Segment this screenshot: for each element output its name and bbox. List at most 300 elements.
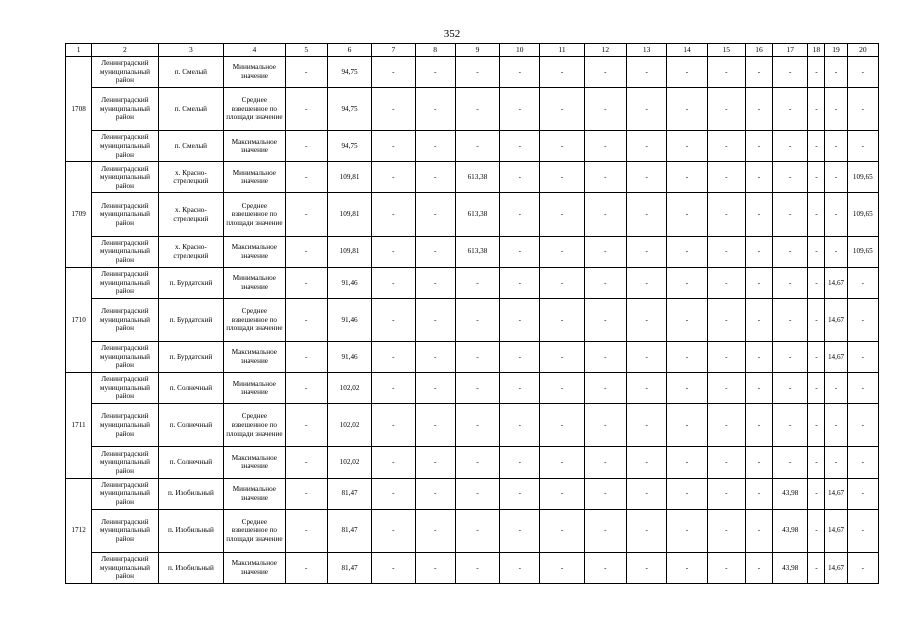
value-cell: - [415, 298, 455, 341]
value-cell: - [500, 404, 540, 447]
table-row [66, 236, 879, 267]
value-cell: - [584, 131, 626, 162]
value-cell: - [627, 193, 667, 236]
value-cell: - [808, 373, 825, 404]
value-cell: 94,75 [327, 131, 371, 162]
value-cell: - [415, 478, 455, 509]
value-cell: - [808, 162, 825, 193]
value-cell: - [627, 404, 667, 447]
value-cell: - [667, 298, 707, 341]
column-header: 14 [667, 44, 707, 57]
column-header: 5 [285, 44, 327, 57]
value-cell: 613,38 [455, 236, 499, 267]
table-row [66, 373, 879, 404]
value-cell: - [808, 267, 825, 298]
value-cell: - [627, 131, 667, 162]
value-type-cell: Минимальное значение [224, 162, 285, 193]
value-cell: 613,38 [455, 193, 499, 236]
value-cell: - [847, 88, 878, 131]
value-cell: - [773, 298, 808, 341]
value-cell: - [825, 57, 847, 88]
value-cell: - [540, 478, 584, 509]
value-cell: - [667, 236, 707, 267]
column-header: 17 [773, 44, 808, 57]
column-header: 15 [707, 44, 745, 57]
value-type-cell: Среднее взвешенное по площади значение [224, 509, 285, 552]
value-cell: - [285, 267, 327, 298]
value-cell: - [285, 236, 327, 267]
value-cell: - [667, 162, 707, 193]
value-cell: - [540, 193, 584, 236]
value-cell: - [500, 552, 540, 583]
value-cell: - [847, 478, 878, 509]
value-cell: - [540, 447, 584, 478]
value-cell: - [745, 509, 772, 552]
value-cell: - [627, 447, 667, 478]
value-cell: 102,02 [327, 373, 371, 404]
value-cell: - [540, 404, 584, 447]
value-cell: - [808, 88, 825, 131]
settlement-cell: п. Изобильный [158, 509, 223, 552]
table-row [66, 131, 879, 162]
value-cell: - [808, 342, 825, 373]
value-cell: - [745, 57, 772, 88]
district-cell: Ленинградский муниципальный район [92, 267, 158, 298]
value-cell: - [745, 162, 772, 193]
column-header: 19 [825, 44, 847, 57]
settlement-cell: п. Бурдатский [158, 298, 223, 341]
district-cell: Ленинградский муниципальный район [92, 131, 158, 162]
column-header: 3 [158, 44, 223, 57]
value-cell: - [667, 57, 707, 88]
value-cell: - [667, 373, 707, 404]
column-header: 11 [540, 44, 584, 57]
settlement-cell: п. Смелый [158, 131, 223, 162]
value-cell: - [540, 236, 584, 267]
value-cell: 91,46 [327, 267, 371, 298]
value-cell: - [285, 162, 327, 193]
value-cell: - [667, 552, 707, 583]
value-cell: - [667, 342, 707, 373]
value-cell: 102,02 [327, 447, 371, 478]
value-cell: - [825, 404, 847, 447]
value-cell: - [667, 447, 707, 478]
value-cell: 109,81 [327, 236, 371, 267]
value-cell: - [773, 57, 808, 88]
value-type-cell: Минимальное значение [224, 373, 285, 404]
value-cell: - [415, 447, 455, 478]
value-cell: - [415, 88, 455, 131]
value-cell: - [455, 298, 499, 341]
district-cell: Ленинградский муниципальный район [92, 162, 158, 193]
column-header: 10 [500, 44, 540, 57]
table-row [66, 267, 879, 298]
value-cell: - [415, 342, 455, 373]
value-cell: - [707, 447, 745, 478]
value-cell: - [825, 373, 847, 404]
value-cell: - [627, 298, 667, 341]
value-cell: - [540, 342, 584, 373]
value-cell: - [745, 88, 772, 131]
value-type-cell: Максимальное значение [224, 447, 285, 478]
value-cell: - [745, 478, 772, 509]
value-cell: - [825, 236, 847, 267]
value-cell: - [415, 404, 455, 447]
value-cell: - [745, 552, 772, 583]
value-cell: - [825, 447, 847, 478]
value-cell: - [825, 193, 847, 236]
settlement-cell: п. Изобильный [158, 478, 223, 509]
value-cell: - [667, 88, 707, 131]
table-row [66, 478, 879, 509]
value-cell: - [285, 57, 327, 88]
value-cell: 91,46 [327, 298, 371, 341]
value-type-cell: Среднее взвешенное по площади значение [224, 404, 285, 447]
page-number: 352 [443, 28, 461, 40]
value-cell: - [707, 478, 745, 509]
value-cell: - [584, 552, 626, 583]
value-type-cell: Максимальное значение [224, 552, 285, 583]
value-cell: 81,47 [327, 478, 371, 509]
district-cell: Ленинградский муниципальный район [92, 236, 158, 267]
value-cell: - [285, 478, 327, 509]
value-cell: - [745, 373, 772, 404]
value-cell: - [500, 193, 540, 236]
value-cell: - [773, 88, 808, 131]
value-cell: - [627, 267, 667, 298]
value-cell: - [773, 267, 808, 298]
value-cell: - [372, 373, 415, 404]
value-cell: - [584, 509, 626, 552]
value-cell: - [500, 373, 540, 404]
value-cell: - [455, 267, 499, 298]
value-cell: 91,46 [327, 342, 371, 373]
table-row [66, 57, 879, 88]
value-cell: - [372, 131, 415, 162]
value-cell: - [415, 552, 455, 583]
value-cell: - [707, 57, 745, 88]
value-cell: - [540, 373, 584, 404]
value-cell: - [285, 404, 327, 447]
value-cell: - [745, 131, 772, 162]
value-cell: - [415, 373, 455, 404]
settlement-cell: п. Бурдатский [158, 342, 223, 373]
value-cell: - [584, 193, 626, 236]
value-cell: 81,47 [327, 552, 371, 583]
value-cell: - [847, 447, 878, 478]
value-cell: - [372, 478, 415, 509]
district-cell: Ленинградский муниципальный район [92, 298, 158, 341]
column-header: 16 [745, 44, 772, 57]
value-cell: - [500, 88, 540, 131]
value-cell: - [627, 88, 667, 131]
value-cell: - [372, 298, 415, 341]
value-cell: - [847, 267, 878, 298]
value-cell: - [584, 236, 626, 267]
district-cell: Ленинградский муниципальный район [92, 447, 158, 478]
value-cell: - [825, 162, 847, 193]
district-cell: Ленинградский муниципальный район [92, 509, 158, 552]
value-cell: - [825, 88, 847, 131]
value-cell: - [372, 57, 415, 88]
value-cell: - [415, 131, 455, 162]
value-cell: - [500, 447, 540, 478]
value-cell: - [667, 478, 707, 509]
value-cell: - [540, 267, 584, 298]
value-cell: - [285, 88, 327, 131]
value-cell: - [745, 342, 772, 373]
value-cell: - [285, 298, 327, 341]
value-cell: - [285, 193, 327, 236]
value-cell: - [372, 88, 415, 131]
settlement-cell: п. Бурдатский [158, 267, 223, 298]
district-cell: Ленинградский муниципальный район [92, 373, 158, 404]
value-cell: - [372, 193, 415, 236]
value-cell: - [500, 236, 540, 267]
value-cell: - [707, 162, 745, 193]
value-cell: - [372, 447, 415, 478]
table-row [66, 298, 879, 341]
value-cell: - [584, 88, 626, 131]
value-cell: - [372, 509, 415, 552]
district-cell: Ленинградский муниципальный район [92, 193, 158, 236]
value-cell: - [707, 373, 745, 404]
value-cell: - [707, 267, 745, 298]
value-cell: - [584, 298, 626, 341]
value-cell: 81,47 [327, 509, 371, 552]
value-cell: - [707, 509, 745, 552]
column-header: 7 [372, 44, 415, 57]
value-cell: - [808, 236, 825, 267]
value-cell: 613,38 [455, 162, 499, 193]
table-body [66, 57, 879, 584]
value-cell: - [667, 267, 707, 298]
value-cell: - [745, 298, 772, 341]
value-cell: - [285, 509, 327, 552]
value-cell: - [500, 509, 540, 552]
table-row [66, 193, 879, 236]
value-cell: - [745, 236, 772, 267]
value-cell: - [847, 342, 878, 373]
value-cell: - [847, 298, 878, 341]
value-type-cell: Максимальное значение [224, 236, 285, 267]
value-cell: - [627, 236, 667, 267]
value-cell: - [707, 131, 745, 162]
value-cell: - [808, 298, 825, 341]
value-cell: 102,02 [327, 404, 371, 447]
value-cell: - [415, 509, 455, 552]
settlement-cell: х. Красно-стрелецкий [158, 193, 223, 236]
settlement-cell: х. Красно-стрелецкий [158, 162, 223, 193]
value-cell: - [372, 236, 415, 267]
value-type-cell: Минимальное значение [224, 57, 285, 88]
value-cell: - [455, 509, 499, 552]
settlement-cell: п. Солнечный [158, 447, 223, 478]
value-cell: - [773, 236, 808, 267]
value-cell: - [372, 552, 415, 583]
column-header: 2 [92, 44, 158, 57]
table-row [66, 509, 879, 552]
value-cell: - [667, 131, 707, 162]
value-cell: - [627, 162, 667, 193]
value-cell: - [667, 509, 707, 552]
value-cell: - [372, 404, 415, 447]
value-cell: - [627, 552, 667, 583]
value-cell: - [285, 342, 327, 373]
value-cell: - [773, 447, 808, 478]
value-cell: - [415, 57, 455, 88]
value-cell: 109,81 [327, 162, 371, 193]
value-cell: - [773, 131, 808, 162]
value-cell: - [415, 162, 455, 193]
settlement-cell: п. Изобильный [158, 552, 223, 583]
value-type-cell: Максимальное значение [224, 131, 285, 162]
value-cell: - [540, 552, 584, 583]
value-cell: - [584, 404, 626, 447]
column-header: 18 [808, 44, 825, 57]
value-type-cell: Минимальное значение [224, 267, 285, 298]
value-cell: - [500, 267, 540, 298]
value-cell: - [667, 404, 707, 447]
header-row [66, 44, 879, 57]
column-header: 9 [455, 44, 499, 57]
settlement-cell: п. Смелый [158, 88, 223, 131]
value-cell: 109,81 [327, 193, 371, 236]
value-cell: 43,98 [773, 478, 808, 509]
column-header: 6 [327, 44, 371, 57]
value-cell: - [707, 236, 745, 267]
value-cell: - [540, 162, 584, 193]
district-cell: Ленинградский муниципальный район [92, 552, 158, 583]
value-cell: - [808, 552, 825, 583]
settlement-cell: х. Красно-стрелецкий [158, 236, 223, 267]
value-cell: - [584, 478, 626, 509]
value-cell: - [584, 342, 626, 373]
value-cell: - [773, 342, 808, 373]
value-cell: 14,67 [825, 298, 847, 341]
value-cell: - [745, 193, 772, 236]
table-row [66, 88, 879, 131]
table-row [66, 162, 879, 193]
value-cell: 94,75 [327, 88, 371, 131]
value-cell: - [627, 478, 667, 509]
value-cell: - [540, 131, 584, 162]
value-cell: - [415, 236, 455, 267]
value-cell: 14,67 [825, 267, 847, 298]
column-header: 12 [584, 44, 626, 57]
row-id-cell: 1712 [66, 478, 92, 584]
value-cell: - [825, 131, 847, 162]
value-cell: - [500, 298, 540, 341]
value-cell: - [285, 373, 327, 404]
value-cell: - [500, 342, 540, 373]
value-cell: - [285, 447, 327, 478]
value-cell: 14,67 [825, 478, 847, 509]
district-cell: Ленинградский муниципальный район [92, 404, 158, 447]
data-table [65, 43, 879, 584]
value-cell: 43,98 [773, 509, 808, 552]
value-cell: - [808, 193, 825, 236]
value-cell: - [455, 131, 499, 162]
value-cell: 14,67 [825, 509, 847, 552]
value-cell: - [847, 509, 878, 552]
settlement-cell: п. Смелый [158, 57, 223, 88]
value-cell: 109,65 [847, 162, 878, 193]
row-id-cell: 1710 [66, 267, 92, 372]
value-cell: - [500, 131, 540, 162]
value-cell: - [584, 447, 626, 478]
value-cell: - [745, 404, 772, 447]
value-cell: - [500, 162, 540, 193]
value-cell: - [707, 193, 745, 236]
value-cell: - [847, 552, 878, 583]
column-header: 20 [847, 44, 878, 57]
value-cell: - [707, 342, 745, 373]
value-cell: - [584, 162, 626, 193]
table-row [66, 447, 879, 478]
value-cell: - [584, 57, 626, 88]
value-cell: - [285, 131, 327, 162]
value-cell: - [847, 373, 878, 404]
value-cell: - [584, 267, 626, 298]
column-header: 8 [415, 44, 455, 57]
value-cell: - [540, 88, 584, 131]
value-cell: - [773, 162, 808, 193]
value-cell: 94,75 [327, 57, 371, 88]
value-cell: - [745, 267, 772, 298]
value-type-cell: Среднее взвешенное по площади значение [224, 298, 285, 341]
value-cell: - [584, 373, 626, 404]
value-cell: - [455, 552, 499, 583]
table-row [66, 404, 879, 447]
value-cell: - [627, 509, 667, 552]
value-type-cell: Среднее взвешенное по площади значение [224, 88, 285, 131]
value-cell: 14,67 [825, 552, 847, 583]
settlement-cell: п. Солнечный [158, 373, 223, 404]
column-header: 13 [627, 44, 667, 57]
value-cell: - [455, 478, 499, 509]
value-cell: - [540, 57, 584, 88]
value-cell: - [707, 88, 745, 131]
value-cell: - [667, 193, 707, 236]
row-id-cell: 1709 [66, 162, 92, 267]
value-cell: - [773, 193, 808, 236]
value-cell: - [500, 478, 540, 509]
value-cell: - [707, 404, 745, 447]
value-cell: - [808, 57, 825, 88]
value-type-cell: Среднее взвешенное по площади значение [224, 193, 285, 236]
value-cell: - [808, 478, 825, 509]
value-cell: - [372, 162, 415, 193]
value-type-cell: Минимальное значение [224, 478, 285, 509]
value-cell: - [415, 267, 455, 298]
table-row [66, 552, 879, 583]
column-header: 4 [224, 44, 285, 57]
value-cell: 14,67 [825, 342, 847, 373]
value-cell: - [808, 131, 825, 162]
value-cell: - [847, 404, 878, 447]
value-cell: - [455, 447, 499, 478]
district-cell: Ленинградский муниципальный район [92, 88, 158, 131]
value-cell: - [372, 267, 415, 298]
value-cell: - [455, 404, 499, 447]
value-cell: - [773, 373, 808, 404]
value-cell: - [372, 342, 415, 373]
value-cell: - [707, 552, 745, 583]
row-id-cell: 1711 [66, 373, 92, 478]
table-row [66, 342, 879, 373]
value-cell: - [285, 552, 327, 583]
